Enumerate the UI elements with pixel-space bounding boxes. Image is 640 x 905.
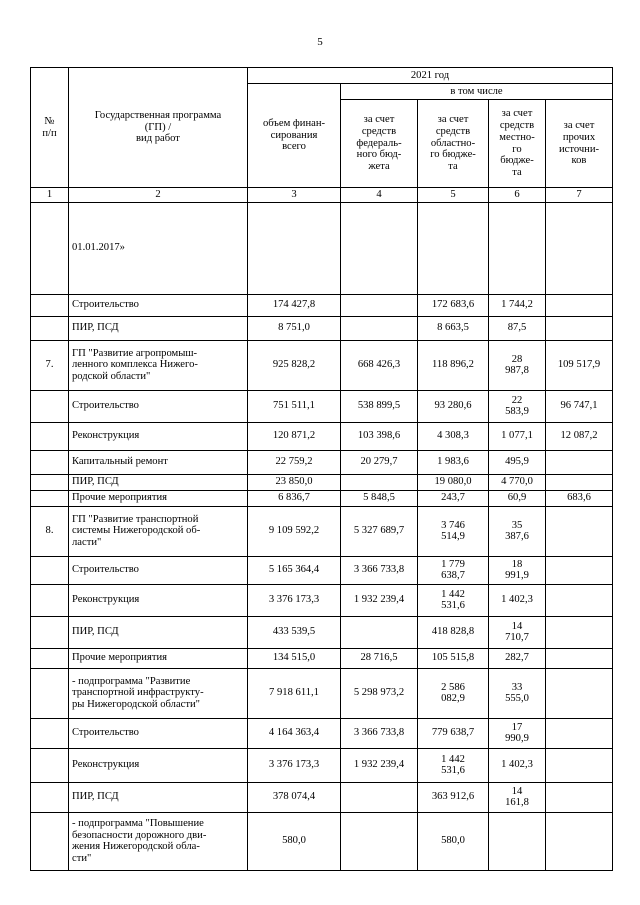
cell-work-type: ПИР, ПСД bbox=[69, 316, 248, 340]
cell-federal: 5 848,5 bbox=[341, 490, 418, 506]
column-index: 6 bbox=[489, 188, 546, 203]
table-row bbox=[31, 616, 613, 648]
cell-total: 120 871,2 bbox=[248, 422, 341, 450]
table-row bbox=[31, 748, 613, 782]
cell-row-number bbox=[31, 390, 69, 422]
cell-regional: 779 638,7 bbox=[418, 718, 489, 748]
table-body bbox=[31, 202, 613, 870]
cell-local: 18 991,9 bbox=[489, 556, 546, 584]
cell-regional: 1 442 531,6 bbox=[418, 748, 489, 782]
cell-local: 14 161,8 bbox=[489, 782, 546, 812]
cell-row-number bbox=[31, 648, 69, 668]
table-row bbox=[31, 718, 613, 748]
cell-total: 925 828,2 bbox=[248, 340, 341, 390]
cell-row-number bbox=[31, 812, 69, 870]
column-index: 3 bbox=[248, 188, 341, 203]
cell-other bbox=[546, 474, 613, 490]
cell-federal bbox=[341, 812, 418, 870]
table-row bbox=[31, 556, 613, 584]
cell-other bbox=[546, 616, 613, 648]
cell-total bbox=[248, 202, 341, 294]
cell-other bbox=[546, 556, 613, 584]
table-row bbox=[31, 474, 613, 490]
cell-federal: 5 327 689,7 bbox=[341, 506, 418, 556]
cell-other bbox=[546, 648, 613, 668]
cell-local: 495,9 bbox=[489, 450, 546, 474]
cell-regional: 363 912,6 bbox=[418, 782, 489, 812]
cell-regional: 2 586 082,9 bbox=[418, 668, 489, 718]
table-row bbox=[31, 422, 613, 450]
header-other: за счет прочих источни- ков bbox=[546, 100, 613, 188]
table-row bbox=[31, 340, 613, 390]
cell-other bbox=[546, 584, 613, 616]
table-row bbox=[31, 294, 613, 316]
cell-row-number: 7. bbox=[31, 340, 69, 390]
cell-local: 22 583,9 bbox=[489, 390, 546, 422]
cell-work-type: Строительство bbox=[69, 556, 248, 584]
cell-regional: 19 080,0 bbox=[418, 474, 489, 490]
cell-row-number: 8. bbox=[31, 506, 69, 556]
cell-federal bbox=[341, 782, 418, 812]
column-index-row bbox=[31, 188, 613, 203]
cell-local: 282,7 bbox=[489, 648, 546, 668]
cell-federal bbox=[341, 294, 418, 316]
cell-total: 5 165 364,4 bbox=[248, 556, 341, 584]
cell-other bbox=[546, 506, 613, 556]
cell-work-type: ПИР, ПСД bbox=[69, 474, 248, 490]
cell-total: 134 515,0 bbox=[248, 648, 341, 668]
table-row bbox=[31, 506, 613, 556]
header-program: Государственная программа (ГП) / вид работ bbox=[69, 68, 248, 188]
cell-total: 3 376 173,3 bbox=[248, 584, 341, 616]
cell-other: 12 087,2 bbox=[546, 422, 613, 450]
cell-other: 683,6 bbox=[546, 490, 613, 506]
cell-local bbox=[489, 812, 546, 870]
cell-row-number bbox=[31, 450, 69, 474]
cell-other bbox=[546, 748, 613, 782]
cell-total: 8 751,0 bbox=[248, 316, 341, 340]
cell-work-type: - подпрограмма "Развитие транспортной инфраструкту- ры Нижегородской области" bbox=[69, 668, 248, 718]
column-index: 5 bbox=[418, 188, 489, 203]
cell-row-number bbox=[31, 422, 69, 450]
header-year: 2021 год bbox=[248, 68, 613, 84]
cell-federal: 1 932 239,4 bbox=[341, 584, 418, 616]
cell-local bbox=[489, 202, 546, 294]
cell-regional: 1 442 531,6 bbox=[418, 584, 489, 616]
cell-federal bbox=[341, 616, 418, 648]
cell-total: 23 850,0 bbox=[248, 474, 341, 490]
cell-regional: 3 746 514,9 bbox=[418, 506, 489, 556]
cell-other bbox=[546, 294, 613, 316]
header-regional: за счет средств областно- го бюдже- та bbox=[418, 100, 489, 188]
cell-regional: 93 280,6 bbox=[418, 390, 489, 422]
cell-row-number bbox=[31, 316, 69, 340]
cell-regional: 580,0 bbox=[418, 812, 489, 870]
cell-federal: 3 366 733,8 bbox=[341, 718, 418, 748]
table-row bbox=[31, 450, 613, 474]
column-index: 4 bbox=[341, 188, 418, 203]
financing-table bbox=[30, 67, 613, 871]
cell-total: 751 511,1 bbox=[248, 390, 341, 422]
cell-work-type: 01.01.2017» bbox=[69, 202, 248, 294]
cell-federal bbox=[341, 202, 418, 294]
cell-regional: 105 515,8 bbox=[418, 648, 489, 668]
cell-other bbox=[546, 812, 613, 870]
cell-work-type: Реконструкция bbox=[69, 584, 248, 616]
cell-other: 109 517,9 bbox=[546, 340, 613, 390]
table-row bbox=[31, 812, 613, 870]
cell-local: 1 077,1 bbox=[489, 422, 546, 450]
cell-work-type: ГП "Развитие транспортной системы Нижегородской об- ласти" bbox=[69, 506, 248, 556]
cell-local: 87,5 bbox=[489, 316, 546, 340]
header-total: объем финан- сирования всего bbox=[248, 84, 341, 188]
cell-row-number bbox=[31, 782, 69, 812]
cell-local: 33 555,0 bbox=[489, 668, 546, 718]
header-including: в том числе bbox=[341, 84, 613, 100]
cell-row-number bbox=[31, 584, 69, 616]
table-row bbox=[31, 584, 613, 616]
cell-local: 60,9 bbox=[489, 490, 546, 506]
cell-local: 1 402,3 bbox=[489, 584, 546, 616]
table-row bbox=[31, 668, 613, 718]
cell-work-type: ПИР, ПСД bbox=[69, 782, 248, 812]
cell-total: 3 376 173,3 bbox=[248, 748, 341, 782]
cell-federal: 538 899,5 bbox=[341, 390, 418, 422]
cell-work-type: Строительство bbox=[69, 718, 248, 748]
cell-total: 378 074,4 bbox=[248, 782, 341, 812]
table-row bbox=[31, 316, 613, 340]
cell-row-number bbox=[31, 294, 69, 316]
column-index: 1 bbox=[31, 188, 69, 203]
column-index: 2 bbox=[69, 188, 248, 203]
cell-work-type: Строительство bbox=[69, 390, 248, 422]
cell-federal bbox=[341, 316, 418, 340]
cell-other bbox=[546, 316, 613, 340]
cell-federal: 28 716,5 bbox=[341, 648, 418, 668]
cell-federal: 668 426,3 bbox=[341, 340, 418, 390]
cell-row-number bbox=[31, 474, 69, 490]
header-federal: за счет средств федераль- ного бюд- жета bbox=[341, 100, 418, 188]
header-local: за счет средств местно- го бюдже- та bbox=[489, 100, 546, 188]
cell-work-type: Прочие мероприятия bbox=[69, 490, 248, 506]
cell-local: 1 744,2 bbox=[489, 294, 546, 316]
cell-local: 17 990,9 bbox=[489, 718, 546, 748]
cell-work-type: - подпрограмма "Повышение безопасности дорожного дви- жения Нижегородской обла- сти" bbox=[69, 812, 248, 870]
cell-federal: 5 298 973,2 bbox=[341, 668, 418, 718]
cell-federal bbox=[341, 474, 418, 490]
cell-work-type: ГП "Развитие агропромыш- ленного комплекса Нижего- родской области" bbox=[69, 340, 248, 390]
cell-row-number bbox=[31, 718, 69, 748]
cell-regional: 118 896,2 bbox=[418, 340, 489, 390]
cell-total: 6 836,7 bbox=[248, 490, 341, 506]
cell-local: 35 387,6 bbox=[489, 506, 546, 556]
cell-federal: 3 366 733,8 bbox=[341, 556, 418, 584]
cell-regional bbox=[418, 202, 489, 294]
cell-row-number bbox=[31, 556, 69, 584]
table-row bbox=[31, 648, 613, 668]
table-row bbox=[31, 202, 613, 294]
cell-work-type: Капитальный ремонт bbox=[69, 450, 248, 474]
cell-total: 9 109 592,2 bbox=[248, 506, 341, 556]
table-row bbox=[31, 390, 613, 422]
cell-local: 14 710,7 bbox=[489, 616, 546, 648]
cell-total: 22 759,2 bbox=[248, 450, 341, 474]
cell-regional: 243,7 bbox=[418, 490, 489, 506]
cell-work-type: Реконструкция bbox=[69, 748, 248, 782]
cell-row-number bbox=[31, 202, 69, 294]
cell-local: 1 402,3 bbox=[489, 748, 546, 782]
cell-other bbox=[546, 202, 613, 294]
cell-regional: 8 663,5 bbox=[418, 316, 489, 340]
cell-other bbox=[546, 782, 613, 812]
cell-federal: 20 279,7 bbox=[341, 450, 418, 474]
cell-regional: 1 779 638,7 bbox=[418, 556, 489, 584]
cell-total: 174 427,8 bbox=[248, 294, 341, 316]
cell-work-type: Реконструкция bbox=[69, 422, 248, 450]
cell-row-number bbox=[31, 748, 69, 782]
cell-local: 28 987,8 bbox=[489, 340, 546, 390]
page-number: 5 bbox=[317, 36, 323, 48]
cell-total: 4 164 363,4 bbox=[248, 718, 341, 748]
cell-total: 7 918 611,1 bbox=[248, 668, 341, 718]
cell-row-number bbox=[31, 668, 69, 718]
cell-regional: 1 983,6 bbox=[418, 450, 489, 474]
cell-regional: 172 683,6 bbox=[418, 294, 489, 316]
cell-row-number bbox=[31, 490, 69, 506]
cell-total: 580,0 bbox=[248, 812, 341, 870]
cell-regional: 4 308,3 bbox=[418, 422, 489, 450]
cell-other bbox=[546, 668, 613, 718]
cell-regional: 418 828,8 bbox=[418, 616, 489, 648]
cell-other bbox=[546, 450, 613, 474]
cell-federal: 103 398,6 bbox=[341, 422, 418, 450]
cell-other: 96 747,1 bbox=[546, 390, 613, 422]
cell-total: 433 539,5 bbox=[248, 616, 341, 648]
table-row bbox=[31, 782, 613, 812]
cell-local: 4 770,0 bbox=[489, 474, 546, 490]
header-row-number: № п/п bbox=[31, 68, 69, 188]
table-row bbox=[31, 490, 613, 506]
cell-federal: 1 932 239,4 bbox=[341, 748, 418, 782]
cell-work-type: ПИР, ПСД bbox=[69, 616, 248, 648]
cell-row-number bbox=[31, 616, 69, 648]
cell-work-type: Строительство bbox=[69, 294, 248, 316]
column-index: 7 bbox=[546, 188, 613, 203]
cell-other bbox=[546, 718, 613, 748]
cell-work-type: Прочие мероприятия bbox=[69, 648, 248, 668]
